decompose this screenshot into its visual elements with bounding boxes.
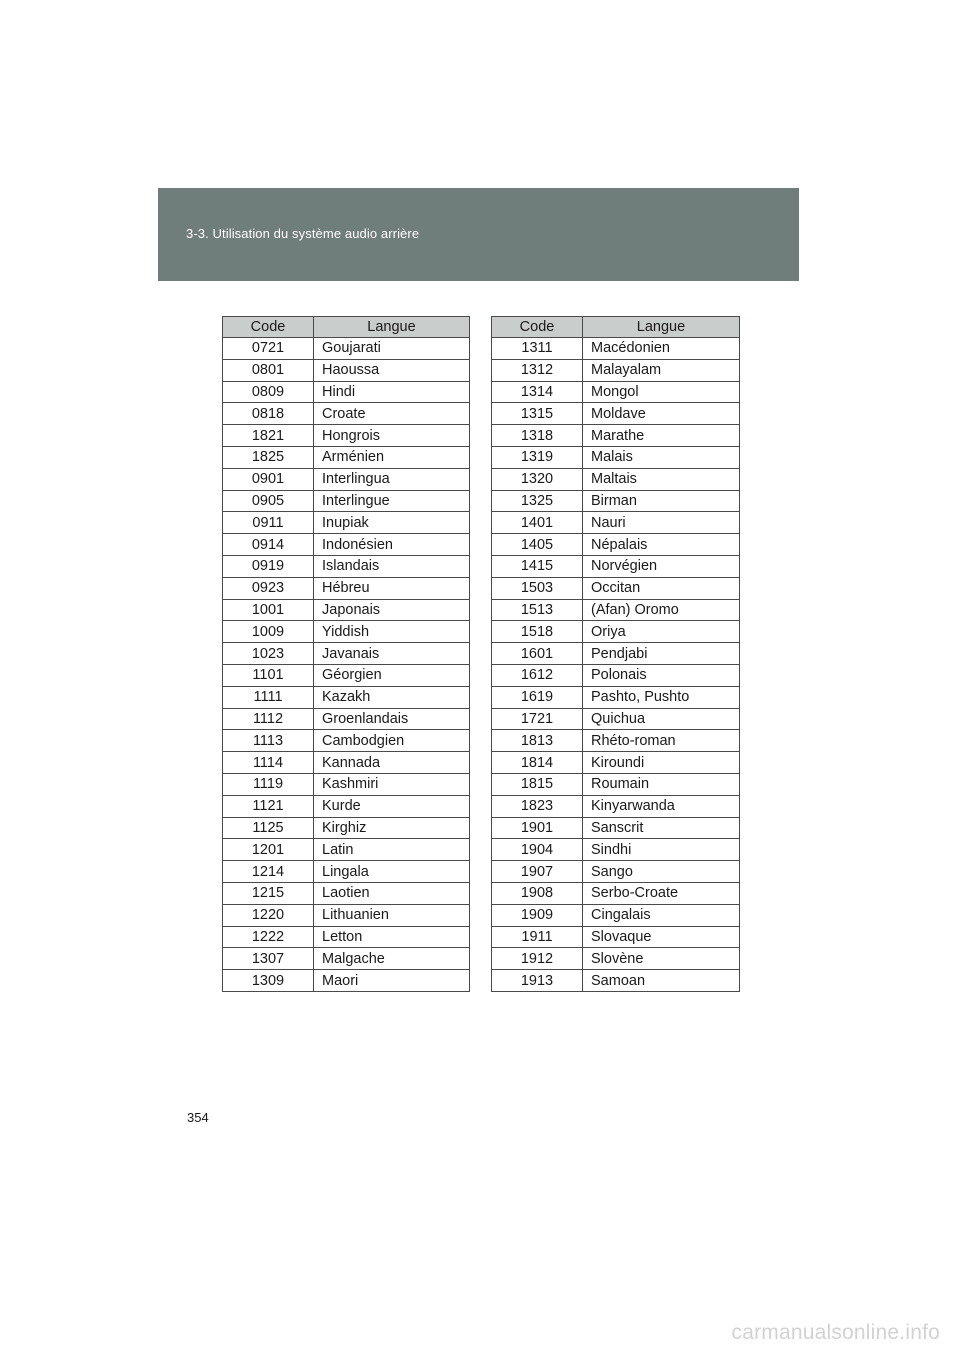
table-row: [223, 686, 470, 708]
language-code-cell: 1222: [223, 926, 314, 948]
language-name-cell: Occitan: [583, 577, 740, 599]
language-code-cell: 1220: [223, 904, 314, 926]
table-row: [492, 621, 740, 643]
table-row: [223, 446, 470, 468]
language-name-cell: Kinyarwanda: [583, 795, 740, 817]
language-code-cell: 1612: [492, 664, 583, 686]
language-code-cell: 0923: [223, 577, 314, 599]
table-row: [223, 708, 470, 730]
language-name-cell: Islandais: [314, 555, 470, 577]
table-row: [223, 512, 470, 534]
language-code-cell: 0914: [223, 534, 314, 556]
language-code-cell: 1813: [492, 730, 583, 752]
language-name-cell: Kazakh: [314, 686, 470, 708]
language-name-cell: Yiddish: [314, 621, 470, 643]
language-name-cell: Kurde: [314, 795, 470, 817]
language-code-cell: 0905: [223, 490, 314, 512]
language-name-cell: Birman: [583, 490, 740, 512]
language-code-cell: 1001: [223, 599, 314, 621]
language-code-cell: 0721: [223, 338, 314, 360]
language-code-cell: 1119: [223, 773, 314, 795]
table-row: [492, 904, 740, 926]
language-code-cell: 1307: [223, 948, 314, 970]
language-name-cell: Letton: [314, 926, 470, 948]
language-code-cell: 1814: [492, 752, 583, 774]
watermark: carmanualsonline.info: [731, 1321, 940, 1344]
language-name-cell: Samoan: [583, 970, 740, 992]
table-row: [492, 643, 740, 665]
language-code-cell: 1503: [492, 577, 583, 599]
language-name-cell: Hindi: [314, 381, 470, 403]
language-name-cell: Sango: [583, 861, 740, 883]
language-code-cell: 0801: [223, 359, 314, 381]
language-code-cell: 1201: [223, 839, 314, 861]
language-code-cell: 1913: [492, 970, 583, 992]
language-code-cell: 1908: [492, 882, 583, 904]
table-row: [492, 468, 740, 490]
table-row: [223, 468, 470, 490]
language-code-cell: 1823: [492, 795, 583, 817]
language-name-cell: Malais: [583, 446, 740, 468]
language-code-cell: 1214: [223, 861, 314, 883]
language-code-cell: 1721: [492, 708, 583, 730]
table-row: [223, 839, 470, 861]
table-row: [492, 425, 740, 447]
language-name-cell: Malayalam: [583, 359, 740, 381]
language-code-cell: 1912: [492, 948, 583, 970]
table-row: [492, 555, 740, 577]
page-number: 354: [187, 1110, 209, 1125]
header-code: Code: [223, 317, 314, 338]
language-code-cell: 0809: [223, 381, 314, 403]
section-title: 3-3. Utilisation du système audio arrière: [186, 226, 420, 241]
language-code-cell: 1907: [492, 861, 583, 883]
language-name-cell: Quichua: [583, 708, 740, 730]
language-name-cell: Polonais: [583, 664, 740, 686]
table-row: [223, 970, 470, 992]
table-row: [492, 599, 740, 621]
language-code-table-right: [491, 316, 740, 992]
table-row: [223, 752, 470, 774]
language-name-cell: Macédonien: [583, 338, 740, 360]
table-row: [223, 664, 470, 686]
table-row: [223, 555, 470, 577]
language-name-cell: Népalais: [583, 534, 740, 556]
language-name-cell: Cingalais: [583, 904, 740, 926]
language-code-cell: 1121: [223, 795, 314, 817]
language-code-cell: 1312: [492, 359, 583, 381]
table-row: [492, 686, 740, 708]
table-header-row: [223, 317, 470, 338]
language-code-cell: 1619: [492, 686, 583, 708]
table-row: [492, 795, 740, 817]
language-code-cell: 1518: [492, 621, 583, 643]
language-code-cell: 1125: [223, 817, 314, 839]
table-row: [492, 970, 740, 992]
language-name-cell: Laotien: [314, 882, 470, 904]
table-row: [223, 926, 470, 948]
language-name-cell: Pashto, Pushto: [583, 686, 740, 708]
header-langue: Langue: [583, 317, 740, 338]
language-name-cell: Kannada: [314, 752, 470, 774]
table-row: [223, 948, 470, 970]
table-row: [223, 795, 470, 817]
language-name-cell: Nauri: [583, 512, 740, 534]
language-name-cell: Inupiak: [314, 512, 470, 534]
language-code-cell: 1311: [492, 338, 583, 360]
language-code-cell: 1215: [223, 882, 314, 904]
table-row: [223, 643, 470, 665]
table-row: [223, 577, 470, 599]
language-code-cell: 1901: [492, 817, 583, 839]
language-code-cell: 1415: [492, 555, 583, 577]
language-name-cell: Interlingua: [314, 468, 470, 490]
language-name-cell: Norvégien: [583, 555, 740, 577]
language-code-cell: 1320: [492, 468, 583, 490]
language-name-cell: Cambodgien: [314, 730, 470, 752]
table-row: [492, 577, 740, 599]
language-name-cell: Japonais: [314, 599, 470, 621]
language-name-cell: Mongol: [583, 381, 740, 403]
table-row: [492, 534, 740, 556]
language-name-cell: Lithuanien: [314, 904, 470, 926]
language-code-cell: 1601: [492, 643, 583, 665]
table-row: [492, 861, 740, 883]
language-code-cell: 1023: [223, 643, 314, 665]
table-row: [492, 381, 740, 403]
language-name-cell: Hébreu: [314, 577, 470, 599]
language-code-cell: 1821: [223, 425, 314, 447]
table-row: [223, 882, 470, 904]
language-code-cell: 1825: [223, 446, 314, 468]
language-name-cell: Kirghiz: [314, 817, 470, 839]
table-row: [223, 773, 470, 795]
language-name-cell: Maltais: [583, 468, 740, 490]
table-header-row: [492, 317, 740, 338]
table-row: [492, 338, 740, 360]
language-name-cell: Marathe: [583, 425, 740, 447]
language-code-cell: 1101: [223, 664, 314, 686]
language-code-cell: 1513: [492, 599, 583, 621]
table-row: [492, 839, 740, 861]
header-langue: Langue: [314, 317, 470, 338]
language-name-cell: Haoussa: [314, 359, 470, 381]
table-row: [223, 904, 470, 926]
language-code-cell: 1911: [492, 926, 583, 948]
language-name-cell: Slovaque: [583, 926, 740, 948]
language-code-cell: 1904: [492, 839, 583, 861]
table-row: [223, 861, 470, 883]
table-row: [223, 817, 470, 839]
table-row: [223, 621, 470, 643]
language-code-cell: 1111: [223, 686, 314, 708]
language-code-cell: 1318: [492, 425, 583, 447]
language-name-cell: Groenlandais: [314, 708, 470, 730]
table-row: [492, 817, 740, 839]
table-row: [492, 664, 740, 686]
table-row: [223, 381, 470, 403]
language-code-cell: 1314: [492, 381, 583, 403]
language-name-cell: Oriya: [583, 621, 740, 643]
table-row: [492, 926, 740, 948]
language-name-cell: Kiroundi: [583, 752, 740, 774]
language-code-cell: 1114: [223, 752, 314, 774]
table-row: [492, 730, 740, 752]
language-name-cell: Croate: [314, 403, 470, 425]
table-row: [492, 752, 740, 774]
language-code-cell: 0919: [223, 555, 314, 577]
language-code-cell: 1112: [223, 708, 314, 730]
language-name-cell: Kashmiri: [314, 773, 470, 795]
table-row: [492, 948, 740, 970]
language-code-cell: 0911: [223, 512, 314, 534]
language-name-cell: Roumain: [583, 773, 740, 795]
table-row: [492, 708, 740, 730]
table-row: [223, 403, 470, 425]
header-code: Code: [492, 317, 583, 338]
language-name-cell: Interlingue: [314, 490, 470, 512]
language-code-cell: 1401: [492, 512, 583, 534]
table-row: [492, 446, 740, 468]
table-row: [492, 403, 740, 425]
language-name-cell: Arménien: [314, 446, 470, 468]
language-name-cell: Sanscrit: [583, 817, 740, 839]
table-row: [223, 490, 470, 512]
table-row: [223, 534, 470, 556]
language-name-cell: Malgache: [314, 948, 470, 970]
section-header-band: [158, 188, 799, 281]
language-code-cell: 1909: [492, 904, 583, 926]
language-name-cell: Goujarati: [314, 338, 470, 360]
table-row: [492, 359, 740, 381]
table-row: [492, 512, 740, 534]
language-code-cell: 1405: [492, 534, 583, 556]
language-name-cell: Slovène: [583, 948, 740, 970]
language-code-table-left: [222, 316, 470, 992]
language-code-cell: 1319: [492, 446, 583, 468]
language-code-cell: 1815: [492, 773, 583, 795]
table-row: [223, 338, 470, 360]
language-name-cell: Javanais: [314, 643, 470, 665]
language-name-cell: Rhéto-roman: [583, 730, 740, 752]
language-code-cell: 1325: [492, 490, 583, 512]
language-name-cell: Lingala: [314, 861, 470, 883]
language-name-cell: Géorgien: [314, 664, 470, 686]
language-code-cell: 0901: [223, 468, 314, 490]
table-row: [223, 425, 470, 447]
table-row: [492, 490, 740, 512]
table-row: [223, 599, 470, 621]
language-name-cell: Indonésien: [314, 534, 470, 556]
language-name-cell: Pendjabi: [583, 643, 740, 665]
language-code-cell: 0818: [223, 403, 314, 425]
table-row: [223, 359, 470, 381]
language-code-cell: 1009: [223, 621, 314, 643]
language-name-cell: Latin: [314, 839, 470, 861]
table-row: [492, 882, 740, 904]
language-name-cell: (Afan) Oromo: [583, 599, 740, 621]
language-code-cell: 1113: [223, 730, 314, 752]
language-name-cell: Serbo-Croate: [583, 882, 740, 904]
language-name-cell: Hongrois: [314, 425, 470, 447]
language-code-cell: 1309: [223, 970, 314, 992]
language-name-cell: Moldave: [583, 403, 740, 425]
language-name-cell: Maori: [314, 970, 470, 992]
language-name-cell: Sindhi: [583, 839, 740, 861]
language-code-cell: 1315: [492, 403, 583, 425]
table-row: [223, 730, 470, 752]
table-row: [492, 773, 740, 795]
